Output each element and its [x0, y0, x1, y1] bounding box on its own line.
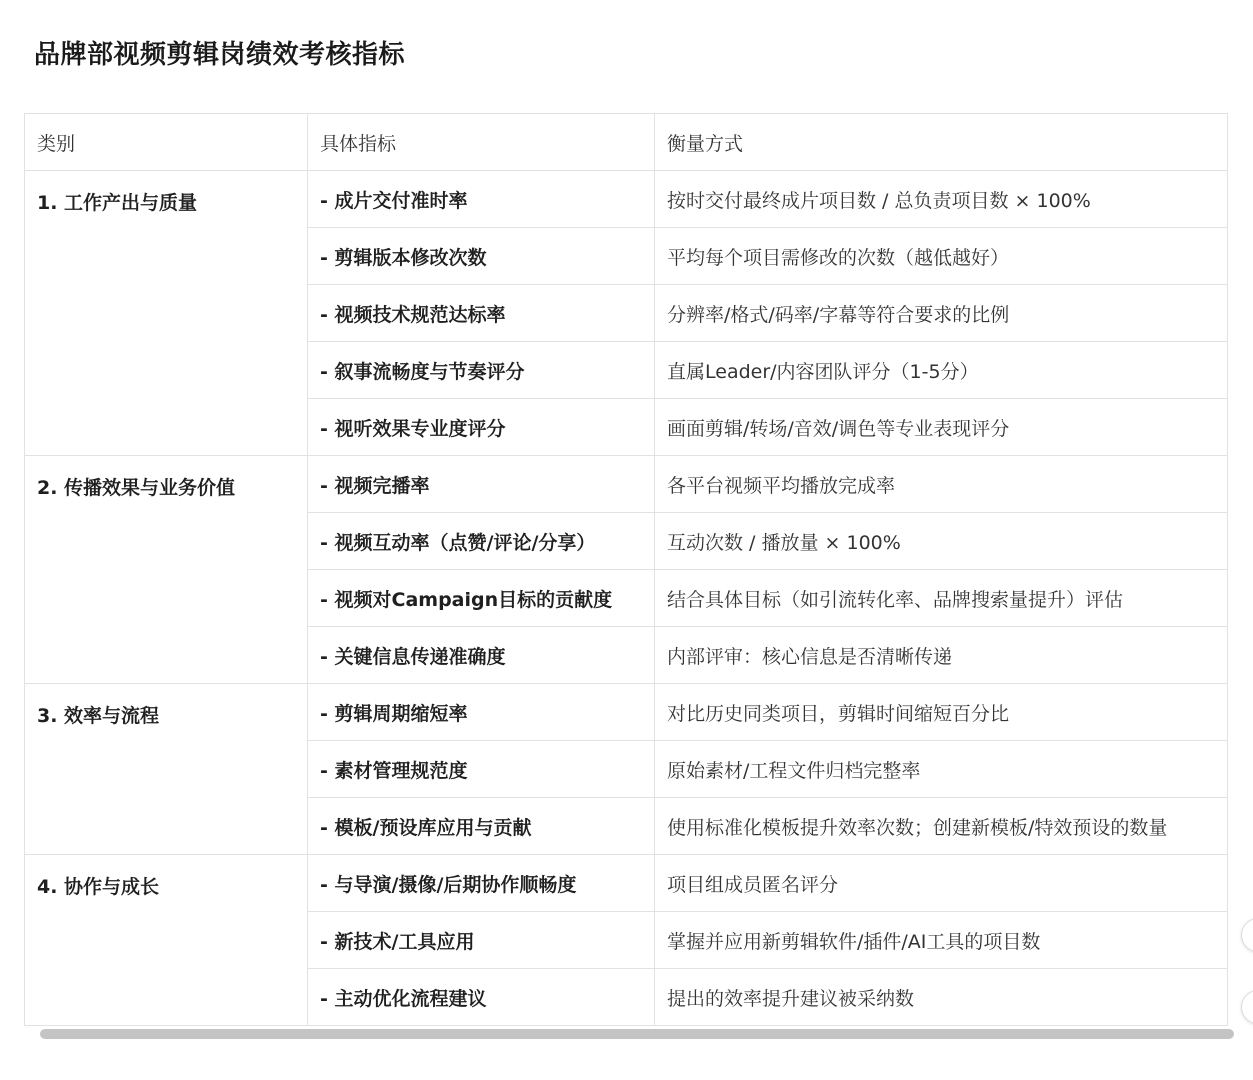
indicator-cell: - 叙事流畅度与节奏评分 [308, 342, 655, 399]
horizontal-scrollbar[interactable] [40, 1029, 1234, 1039]
indicator-cell: - 视听效果专业度评分 [308, 399, 655, 456]
indicator-cell: - 素材管理规范度 [308, 741, 655, 798]
measure-cell: 使用标准化模板提升效率次数；创建新模板/特效预设的数量 [655, 798, 1228, 855]
table-header-row [25, 114, 1228, 171]
measure-cell: 结合具体目标（如引流转化率、品牌搜索量提升）评估 [655, 570, 1228, 627]
measure-cell: 分辨率/格式/码率/字幕等符合要求的比例 [655, 285, 1228, 342]
category-cell: 3. 效率与流程 [25, 684, 308, 855]
indicator-cell: - 与导演/摄像/后期协作顺畅度 [308, 855, 655, 912]
measure-cell: 按时交付最终成片项目数 / 总负责项目数 × 100% [655, 171, 1228, 228]
table-row [25, 855, 1228, 912]
measure-cell: 项目组成员匿名评分 [655, 855, 1228, 912]
indicator-cell: - 视频对Campaign目标的贡献度 [308, 570, 655, 627]
measure-cell: 互动次数 / 播放量 × 100% [655, 513, 1228, 570]
indicator-cell: - 新技术/工具应用 [308, 912, 655, 969]
table-body [25, 171, 1228, 1026]
page-title: 品牌部视频剪辑岗绩效考核指标 [34, 40, 406, 70]
category-cell: 4. 协作与成长 [25, 855, 308, 1026]
indicator-cell: - 视频互动率（点赞/评论/分享） [308, 513, 655, 570]
measure-cell: 提出的效率提升建议被采纳数 [655, 969, 1228, 1026]
kpi-table [24, 113, 1228, 1026]
indicator-cell: - 关键信息传递准确度 [308, 627, 655, 684]
floating-side-button-lower[interactable] [1241, 990, 1253, 1024]
measure-cell: 直属Leader/内容团队评分（1-5分） [655, 342, 1228, 399]
header-indicator: 具体指标 [308, 114, 655, 171]
indicator-cell: - 剪辑版本修改次数 [308, 228, 655, 285]
table-row [25, 456, 1228, 513]
measure-cell: 各平台视频平均播放完成率 [655, 456, 1228, 513]
indicator-cell: - 成片交付准时率 [308, 171, 655, 228]
floating-side-button-upper[interactable] [1241, 918, 1253, 952]
measure-cell: 掌握并应用新剪辑软件/插件/AI工具的项目数 [655, 912, 1228, 969]
header-category: 类别 [25, 114, 308, 171]
indicator-cell: - 剪辑周期缩短率 [308, 684, 655, 741]
header-measure: 衡量方式 [655, 114, 1228, 171]
table-row [25, 684, 1228, 741]
measure-cell: 对比历史同类项目，剪辑时间缩短百分比 [655, 684, 1228, 741]
measure-cell: 平均每个项目需修改的次数（越低越好） [655, 228, 1228, 285]
table-row [25, 171, 1228, 228]
measure-cell: 原始素材/工程文件归档完整率 [655, 741, 1228, 798]
category-cell: 2. 传播效果与业务价值 [25, 456, 308, 684]
indicator-cell: - 模板/预设库应用与贡献 [308, 798, 655, 855]
kpi-table-container [24, 113, 1227, 1026]
measure-cell: 内部评审：核心信息是否清晰传递 [655, 627, 1228, 684]
measure-cell: 画面剪辑/转场/音效/调色等专业表现评分 [655, 399, 1228, 456]
category-cell: 1. 工作产出与质量 [25, 171, 308, 456]
scrollbar-thumb[interactable] [40, 1029, 1234, 1039]
indicator-cell: - 主动优化流程建议 [308, 969, 655, 1026]
indicator-cell: - 视频技术规范达标率 [308, 285, 655, 342]
indicator-cell: - 视频完播率 [308, 456, 655, 513]
